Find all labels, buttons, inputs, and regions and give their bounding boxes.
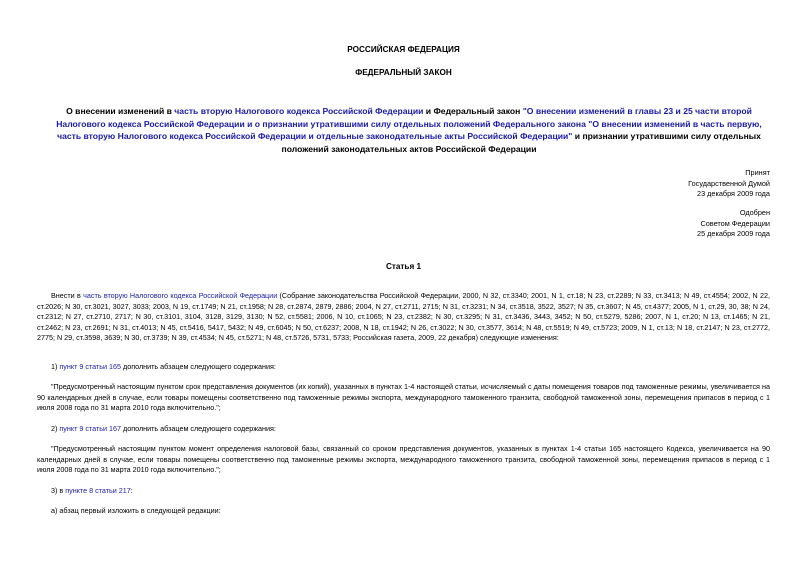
title-link-tax-code[interactable]: часть вторую Налогового кодекса Российской Федерации <box>174 106 424 116</box>
intro-text: (Собрание законодательства Российской Федерации, 2000, N 32, ст.3340; 2001, N 1, ст.18; N 23, ст.2289; N 33, ст.3413; N 49, ст.4554; 2002, N 22, ст.2026; N 30, ст.3021, 3027, 3033; 2003, N 19, ст.1749; N 21, ст.1958; N 28, ст.2874, 2879, 2886; 2004, N 27, ст.2711, 2715; N 31, ст.3231; N 34, ст.3518, 3522, 3527; N 35, ст.3607; N 45, ст.4377; 2005, N 1, ст.29, 30, 38; N 24, ст.2312; N 27, ст.2710, 2717; N 30, ст.3101, 3104, 3128, 3129, 3130; N 52, ст.5581; 2006, N 10, ст.1065; N 23, ст.2382; N 30, ст.3295; N 31, ст.3436, 3443, 3452; N 50, ст.5279, 5286; 2007, N 1, ст.20; N 13, ст.1465; N 21, ст.2462; N 23, ст.2691; N 31, ст.4013; N 45, ст.5416, 5417, 5432; N 49, ст.6045; N 50, ст.6237; 2008, N 18, ст.1942; N 26, ст.3022; N 30, ст.3577, 3614; N 48, ст.5519; N 49, ст.5723; 2009, N 1, ст.13; N 18, ст.2147; N 23, ст.2772, 2775; N 29, ст.3598, 3639; N 30, ст.3739; N 39, ст.4534; N 45, ст.5271; N 48, ст.5726, 5731, 5733; Российская газета, 2009, 22 декабря) следующие изменения: <box>37 291 770 343</box>
approved-body: Советом Федерации <box>700 218 770 228</box>
law-title <box>49 105 769 155</box>
adopted-date: 23 декабря 2009 года <box>697 189 770 198</box>
title-text: и Федеральный закон <box>423 106 523 116</box>
intro-link-tax-code[interactable]: часть вторую Налогового кодекса Российской Федерации <box>83 291 278 300</box>
item1-link[interactable]: пункт 9 статьи 165 <box>59 362 122 371</box>
quote-1: "Предусмотренный настоящим пунктом срок представления документов (их копий), указанных в пунктах 1-4 настоящей статьи, исчисляемый с даты помещения товаров под таможенные режимы, увеличивается на 90 календарных дней в случае, если товары помещены соответственно под таможенные режимы экспорта, международного таможенного транзита, свободной таможенной зоны, перемещения припасов в период с 1 июля 2008 года по 31 марта 2010 года включительно."; <box>37 382 770 413</box>
title-text: О внесении изменений в <box>66 106 175 116</box>
law-type-heading: ФЕДЕРАЛЬНЫЙ ЗАКОН <box>355 68 452 77</box>
quote-2: "Предусмотренный настоящим пунктом момент определения налоговой базы, связанный со сроком представления документов, указанных в пунктах 1-4 статьи 165 настоящего Кодекса, увеличивается на 90 календарных дней в случае, если товары помещены соответственно под таможенные режимы экспорта, международного таможенного транзита, свободной таможенной зоны, перемещения припасов в период с 1 июля 2008 года по 31 марта 2010 года включительно."; <box>37 444 770 475</box>
article-heading: Статья 1 <box>385 262 422 271</box>
item-3 <box>51 486 770 497</box>
item-1 <box>51 362 770 373</box>
adopted-label: Принят <box>745 168 770 177</box>
adopted-block <box>688 168 770 200</box>
item-text: дополнить абзацем следующего содержания: <box>121 424 276 433</box>
article-intro <box>37 291 770 344</box>
item-2 <box>51 424 770 435</box>
adopted-body: Государственной Думой <box>688 178 770 188</box>
item-text: дополнить абзацем следующего содержания: <box>121 362 276 371</box>
item-number: 3) в <box>51 486 66 495</box>
approved-block <box>697 208 770 240</box>
title-text: и признании утратившими силу отдельных положений законодательных актов Российской Федерации <box>281 131 761 154</box>
item-text: : <box>130 486 133 495</box>
item-number: 1) <box>51 362 60 371</box>
item3-link[interactable]: пункте 8 статьи 217 <box>65 486 131 495</box>
federation-heading: РОССИЙСКАЯ ФЕДЕРАЦИЯ <box>347 45 460 54</box>
item2-link[interactable]: пункт 9 статьи 167 <box>59 424 122 433</box>
approved-date: 25 декабря 2009 года <box>697 229 770 238</box>
item-3a: а) абзац первый изложить в следующей редакции: <box>51 506 221 515</box>
approved-label: Одобрен <box>739 208 770 217</box>
item-number: 2) <box>51 424 60 433</box>
title-link-federal-law[interactable]: "О внесении изменений в главы 23 и 25 части второй Налогового кодекса Российской Федерации и о признании утратившими силу отдельных положений Федерального закона "О внесении изменений в часть первую, часть вторую Налогового кодекса Российской Федерации и отдельные законодательные акты Российской Федерации" <box>56 106 762 141</box>
intro-text: Внести в <box>51 291 84 300</box>
